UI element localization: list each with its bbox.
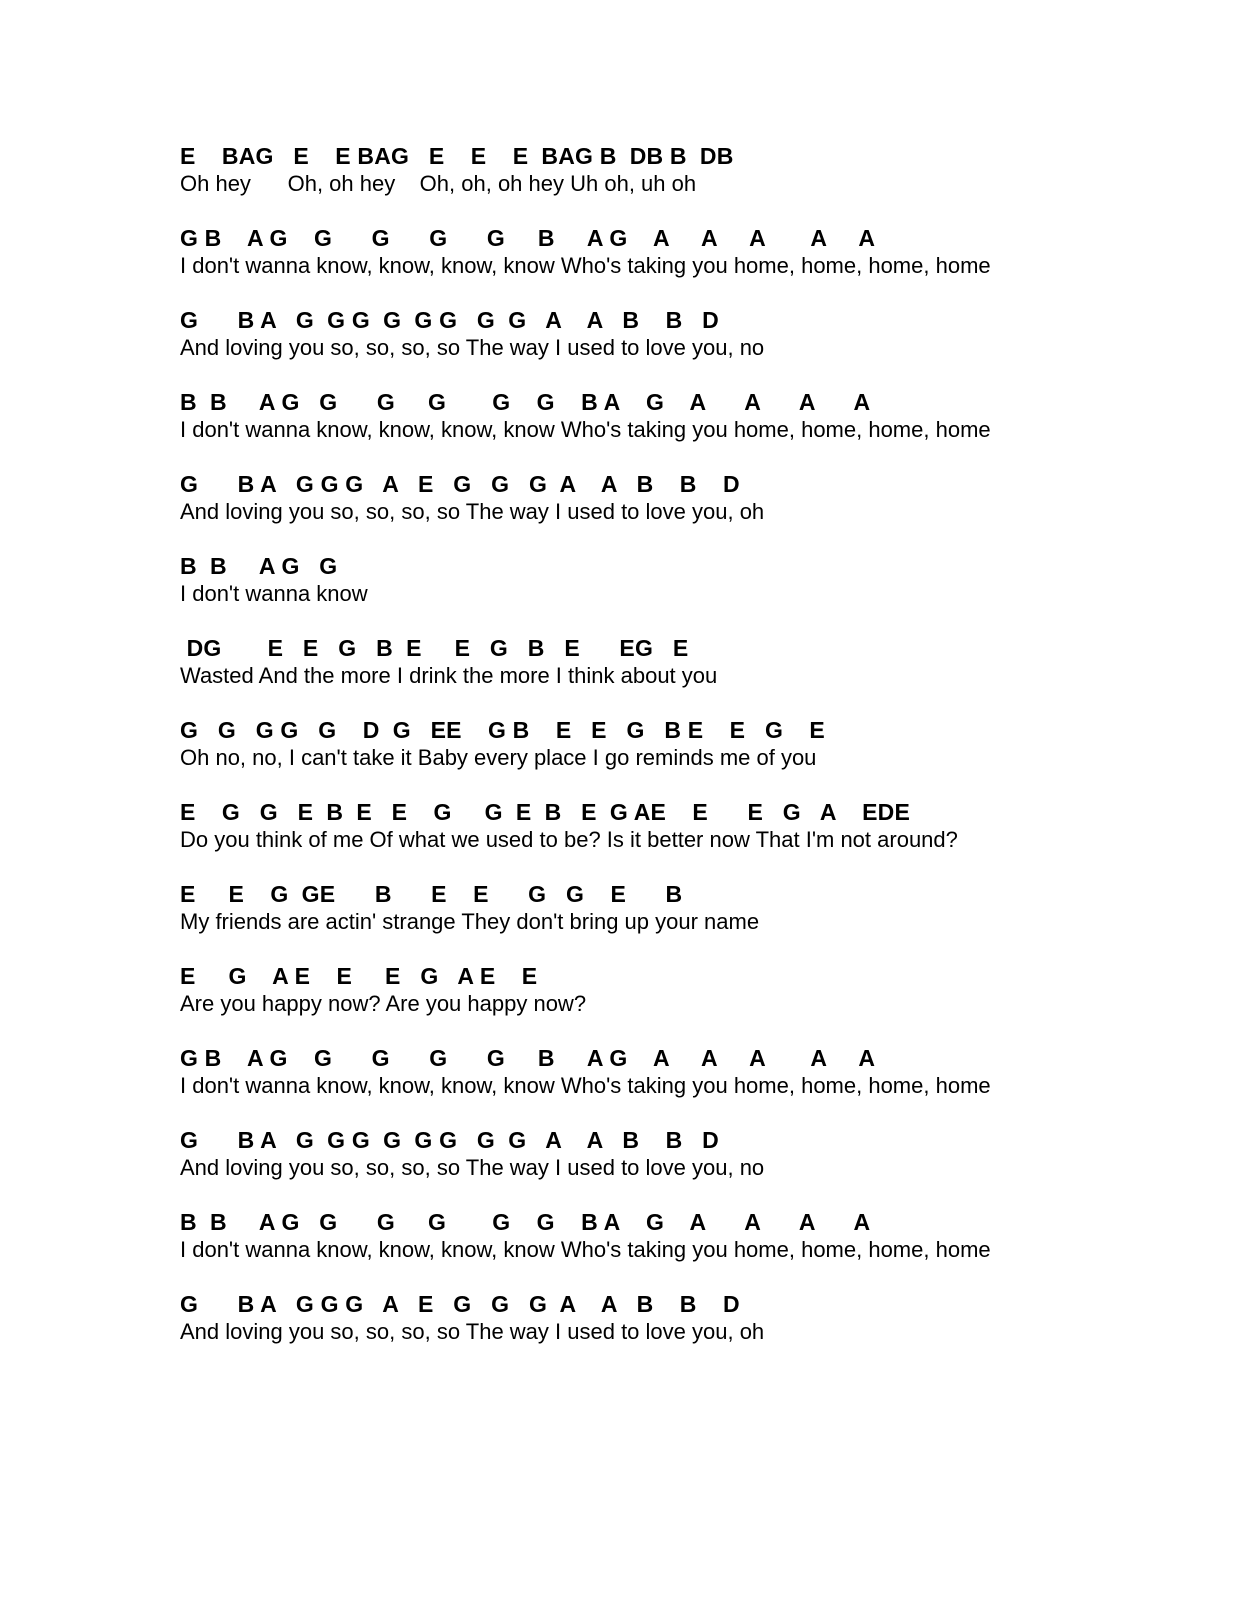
note-line: G G G G G D G EE G B E E G B E E G E: [180, 717, 825, 743]
lyric-line: And loving you so, so, so, so The way I used to love you, no: [180, 1155, 765, 1180]
note-line: E E G GE B E E G G E B: [180, 881, 683, 907]
verse-2: [180, 225, 1190, 279]
note-line: DG E E G B E E G B E EG E: [180, 635, 689, 661]
verse-5: [180, 471, 1190, 525]
lyric-line: Wasted And the more I drink the more I think about you: [180, 663, 718, 688]
note-line: E G G E B E E G G E B E G AE E E G A EDE: [180, 799, 911, 825]
verse-7: [180, 635, 1190, 689]
lyric-line: I don't wanna know, know, know, know Who's taking you home, home, home, home: [180, 1073, 991, 1098]
lyric-line: Do you think of me Of what we used to be? Is it better now That I'm not around?: [180, 827, 958, 852]
lyric-line: I don't wanna know, know, know, know Who's taking you home, home, home, home: [180, 417, 991, 442]
lyric-line: I don't wanna know: [180, 581, 368, 606]
verse-10: [180, 881, 1190, 935]
lyric-line: Oh hey Oh, oh hey Oh, oh, oh hey Uh oh, uh oh: [180, 171, 697, 196]
lyric-line: And loving you so, so, so, so The way I used to love you, oh: [180, 499, 765, 524]
note-line: E BAG E E BAG E E E BAG B DB B DB: [180, 143, 734, 169]
lyric-line: Oh no, no, I can't take it Baby every place I go reminds me of you: [180, 745, 817, 770]
note-line: G B A G G G G G G G G A A B B D: [180, 307, 719, 333]
lyric-line: And loving you so, so, so, so The way I used to love you, no: [180, 335, 765, 360]
note-line: G B A G G G G G G G G A A B B D: [180, 1127, 719, 1153]
note-line: G B A G G G G G B A G A A A A A: [180, 225, 876, 251]
note-line: G B A G G G G G B A G A A A A A: [180, 1045, 876, 1071]
lyric-line: Are you happy now? Are you happy now?: [180, 991, 587, 1016]
note-line: B B A G G: [180, 553, 338, 579]
verse-3: [180, 307, 1190, 361]
verse-4: [180, 389, 1190, 443]
note-line: E G A E E E G A E E: [180, 963, 538, 989]
lyric-line: And loving you so, so, so, so The way I used to love you, oh: [180, 1319, 765, 1344]
note-line: G B A G G G A E G G G A A B B D: [180, 1291, 740, 1317]
note-line: G B A G G G A E G G G A A B B D: [180, 471, 740, 497]
verse-12: [180, 1045, 1190, 1099]
verse-1: [180, 143, 1190, 197]
verse-6: [180, 553, 1190, 607]
verse-13: [180, 1127, 1190, 1181]
lyric-line: I don't wanna know, know, know, know Who's taking you home, home, home, home: [180, 1237, 991, 1262]
verse-8: [180, 717, 1190, 771]
lyric-line: My friends are actin' strange They don't bring up your name: [180, 909, 760, 934]
note-line: B B A G G G G G G B A G A A A A: [180, 389, 871, 415]
note-line: B B A G G G G G G B A G A A A A: [180, 1209, 871, 1235]
verse-11: [180, 963, 1190, 1017]
verse-9: [180, 799, 1190, 853]
lyric-line: I don't wanna know, know, know, know Who's taking you home, home, home, home: [180, 253, 991, 278]
verse-14: [180, 1209, 1190, 1263]
verse-15: [180, 1291, 1190, 1345]
